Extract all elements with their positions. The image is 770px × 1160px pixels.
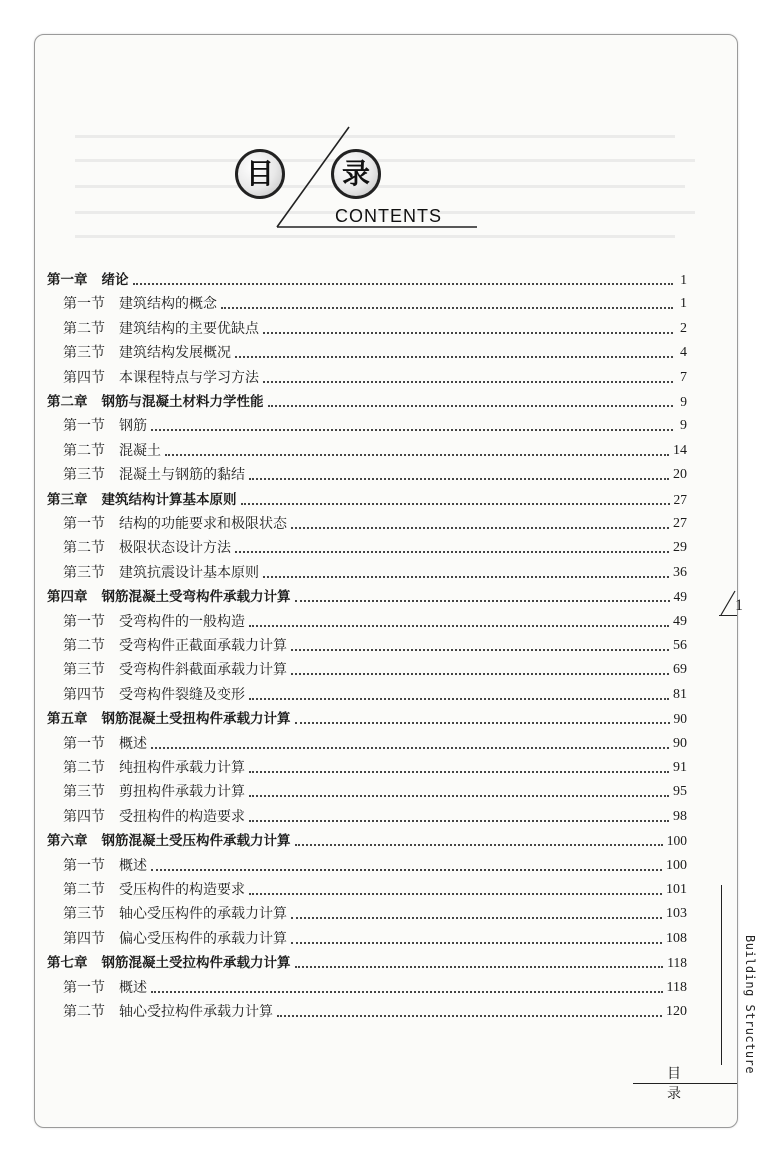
toc-section-row (63, 363, 687, 387)
toc-leader-dots (151, 429, 673, 431)
toc-entry-title: 建筑结构的主要优缺点 (119, 320, 259, 337)
toc-leader-dots (249, 795, 669, 797)
toc-page-number: 56 (673, 638, 687, 653)
toc-page-number: 9 (680, 418, 687, 434)
toc-entry-number: 第三节 (63, 662, 105, 679)
toc-chapter-row (47, 948, 687, 972)
toc-entry-title: 极限状态设计方法 (119, 540, 231, 557)
toc-entry-title: 结构的功能要求和极限状态 (119, 516, 287, 532)
toc-section-row (63, 607, 687, 631)
toc-entry-number: 第三节 (63, 906, 105, 923)
toc-page-number: 20 (673, 467, 687, 483)
toc-leader-dots (241, 503, 670, 505)
toc-page-number: 27 (673, 491, 687, 507)
toc-leader-dots (165, 454, 669, 456)
toc-page-number: 101 (666, 882, 687, 897)
toc-entry-number: 第三章 (47, 491, 88, 508)
toc-section-row (63, 875, 687, 899)
toc-entry-title: 钢筋与混凝土材料力学性能 (101, 394, 264, 410)
toc-entry-title: 钢筋混凝土受弯构件承载力计算 (101, 589, 291, 606)
toc-section-row (63, 655, 687, 679)
toc-entry-number: 第七章 (47, 955, 88, 972)
toc-entry-number: 第一节 (63, 516, 105, 532)
toc-section-row (63, 631, 687, 655)
toc-leader-dots (291, 527, 669, 529)
toc-section-row (63, 509, 687, 533)
toc-section-row (63, 777, 687, 801)
toc-section-row (63, 729, 687, 753)
contents-circle-left: 目 (235, 149, 285, 199)
bleed-through-line (75, 235, 675, 238)
toc-chapter-row (47, 265, 687, 289)
toc-entry-number: 第一章 (47, 272, 88, 288)
toc-leader-dots (263, 381, 673, 383)
toc-entry-number: 第四节 (63, 930, 105, 947)
toc-entry-number: 第四节 (63, 808, 105, 825)
toc-entry-title: 本课程特点与学习方法 (119, 369, 259, 386)
toc-leader-dots (235, 551, 669, 553)
toc-entry-number: 第二节 (63, 882, 105, 898)
toc-section-row (63, 338, 687, 362)
toc-entry-title: 偏心受压构件的承载力计算 (119, 930, 287, 947)
toc-entry-title: 轴心受压构件的承载力计算 (119, 906, 287, 923)
toc-entry-title: 剪扭构件承载力计算 (119, 784, 245, 801)
toc-page-number: 49 (673, 589, 687, 605)
toc-leader-dots (249, 478, 669, 480)
toc-section-row (63, 411, 687, 435)
toc-leader-dots (249, 820, 669, 822)
toc-section-row (63, 924, 687, 948)
toc-section-row (63, 753, 687, 777)
toc-page-number: 7 (680, 369, 687, 385)
toc-leader-dots (291, 917, 662, 919)
toc-entry-number: 第二节 (63, 638, 105, 654)
running-title-vertical: Building Structure (743, 935, 757, 1075)
toc-leader-dots (249, 893, 662, 895)
toc-page-number: 103 (666, 906, 687, 922)
toc-leader-dots (133, 283, 674, 285)
toc-entry-number: 第一节 (63, 979, 105, 996)
toc-leader-dots (221, 307, 673, 309)
toc-leader-dots (249, 698, 669, 700)
toc-entry-number: 第六章 (47, 833, 88, 850)
toc-entry-number: 第一节 (63, 613, 105, 630)
toc-entry-number: 第四章 (47, 589, 88, 606)
toc-entry-number: 第一节 (63, 857, 105, 874)
toc-entry-number: 第四节 (63, 686, 105, 703)
side-tab-slash (719, 587, 739, 617)
toc-page-number: 118 (666, 979, 687, 995)
toc-section-row (63, 680, 687, 704)
toc-page-number: 29 (673, 540, 687, 556)
toc-chapter-row (47, 387, 687, 411)
toc-entry-title: 建筑抗震设计基本原则 (119, 564, 259, 581)
toc-page-number: 69 (673, 662, 687, 678)
toc-entry-title: 概述 (119, 735, 147, 752)
toc-entry-number: 第三节 (63, 564, 105, 581)
toc-page-number: 1 (680, 296, 687, 312)
toc-section-row (63, 851, 687, 875)
toc-entry-title: 建筑结构发展概况 (119, 345, 231, 362)
toc-entry-number: 第二节 (63, 320, 105, 337)
toc-leader-dots (263, 332, 673, 334)
toc-page-number: 100 (666, 857, 687, 873)
toc-entry-title: 钢筋混凝土受拉构件承载力计算 (101, 955, 291, 972)
toc-leader-dots (151, 869, 662, 871)
toc-entry-number: 第一节 (63, 296, 105, 313)
toc-leader-dots (295, 844, 663, 846)
toc-entry-number: 第三节 (63, 467, 105, 484)
toc-leader-dots (295, 966, 664, 968)
toc-entry-number: 第二节 (63, 1004, 105, 1020)
side-tab-line (719, 615, 737, 616)
toc-page-number: 90 (673, 711, 687, 727)
toc-page-number: 100 (666, 833, 687, 849)
toc-chapter-row (47, 704, 687, 728)
toc-page-number: 90 (673, 735, 687, 751)
toc-entry-title: 绪论 (101, 272, 129, 288)
toc-page-number: 9 (680, 394, 687, 409)
toc-page-number: 2 (680, 320, 687, 336)
toc-section-row (63, 802, 687, 826)
toc-page-number: 118 (667, 955, 687, 971)
toc-entry-number: 第一节 (63, 418, 105, 435)
toc-entry-title: 混凝土与钢筋的黏结 (119, 467, 245, 484)
contents-english-title: CONTENTS (335, 206, 442, 226)
toc-page-number: 98 (673, 808, 687, 824)
toc-leader-dots (249, 771, 669, 773)
toc-section-row (63, 533, 687, 557)
toc-entry-title: 受弯构件斜截面承载力计算 (119, 662, 287, 679)
toc-chapter-row (47, 485, 687, 509)
toc-page-number: 1 (680, 272, 687, 287)
toc-entry-title: 受弯构件裂缝及变形 (119, 686, 245, 703)
toc-entry-title: 建筑结构计算基本原则 (101, 491, 237, 508)
toc-entry-title: 受扭构件的构造要求 (119, 808, 245, 825)
toc-section-row (63, 314, 687, 338)
contents-header (35, 35, 737, 285)
toc-entry-title: 轴心受拉构件承载力计算 (119, 1004, 273, 1020)
toc-entry-number: 第五章 (47, 711, 88, 728)
toc-leader-dots (235, 356, 673, 358)
toc-entry-title: 概述 (119, 979, 147, 996)
toc-leader-dots (249, 625, 669, 627)
toc-entry-number: 第二节 (63, 540, 105, 557)
toc-entry-number: 第一节 (63, 735, 105, 752)
toc-leader-dots (291, 673, 669, 675)
toc-leader-dots (268, 405, 674, 407)
toc-entry-title: 受压构件的构造要求 (119, 882, 245, 898)
toc-section-row (63, 436, 687, 460)
toc-entry-title: 纯扭构件承载力计算 (119, 760, 245, 776)
toc-page-number: 81 (673, 686, 687, 702)
toc-section-row (63, 997, 687, 1021)
footer-section-label: 目录 (667, 1066, 703, 1102)
toc-entry-number: 第二节 (63, 442, 105, 459)
toc-leader-dots (151, 747, 669, 749)
toc-section-row (63, 899, 687, 923)
toc-leader-dots (151, 991, 663, 993)
contents-circle-right: 录 (331, 149, 381, 199)
toc-leader-dots (291, 942, 662, 944)
toc-page-number: 36 (673, 564, 687, 580)
toc-leader-dots (291, 649, 669, 651)
toc-entry-title: 混凝土 (119, 442, 161, 459)
toc-section-row (63, 558, 687, 582)
toc-page-number: 49 (673, 613, 687, 629)
toc-entry-title: 概述 (119, 857, 147, 874)
toc-entry-title: 受弯构件的一般构造 (119, 613, 245, 630)
toc-entry-title: 建筑结构的概念 (119, 296, 217, 313)
toc-page-number: 14 (673, 442, 687, 458)
toc-entry-number: 第二章 (47, 394, 88, 410)
toc-page-number: 91 (673, 760, 687, 775)
toc-chapter-row (47, 826, 687, 850)
toc-entry-title: 钢筋混凝土受扭构件承载力计算 (101, 711, 291, 728)
side-page-number: 1 (735, 597, 743, 614)
toc-leader-dots (277, 1015, 662, 1017)
toc-leader-dots (295, 722, 670, 724)
toc-page-number: 27 (673, 516, 687, 531)
book-page (34, 34, 757, 1128)
toc-chapter-row (47, 582, 687, 606)
side-vertical-rule (721, 885, 722, 1065)
toc-section-row (63, 973, 687, 997)
toc-entry-number: 第三节 (63, 345, 105, 362)
toc-entry-number: 第三节 (63, 784, 105, 801)
toc-page-number: 95 (673, 784, 687, 800)
toc-section-row (63, 460, 687, 484)
toc-entry-number: 第二节 (63, 760, 105, 776)
toc-entry-title: 钢筋混凝土受压构件承载力计算 (101, 833, 291, 850)
toc-entry-title: 钢筋 (119, 418, 147, 435)
toc-page-number: 120 (666, 1004, 687, 1019)
toc-page-number: 108 (666, 930, 687, 946)
toc-leader-dots (263, 576, 669, 578)
toc-page-number: 4 (680, 345, 687, 361)
toc-entry-title: 受弯构件正截面承载力计算 (119, 638, 287, 654)
toc-entry-number: 第四节 (63, 369, 105, 386)
toc-leader-dots (295, 600, 670, 602)
toc-section-row (63, 289, 687, 313)
